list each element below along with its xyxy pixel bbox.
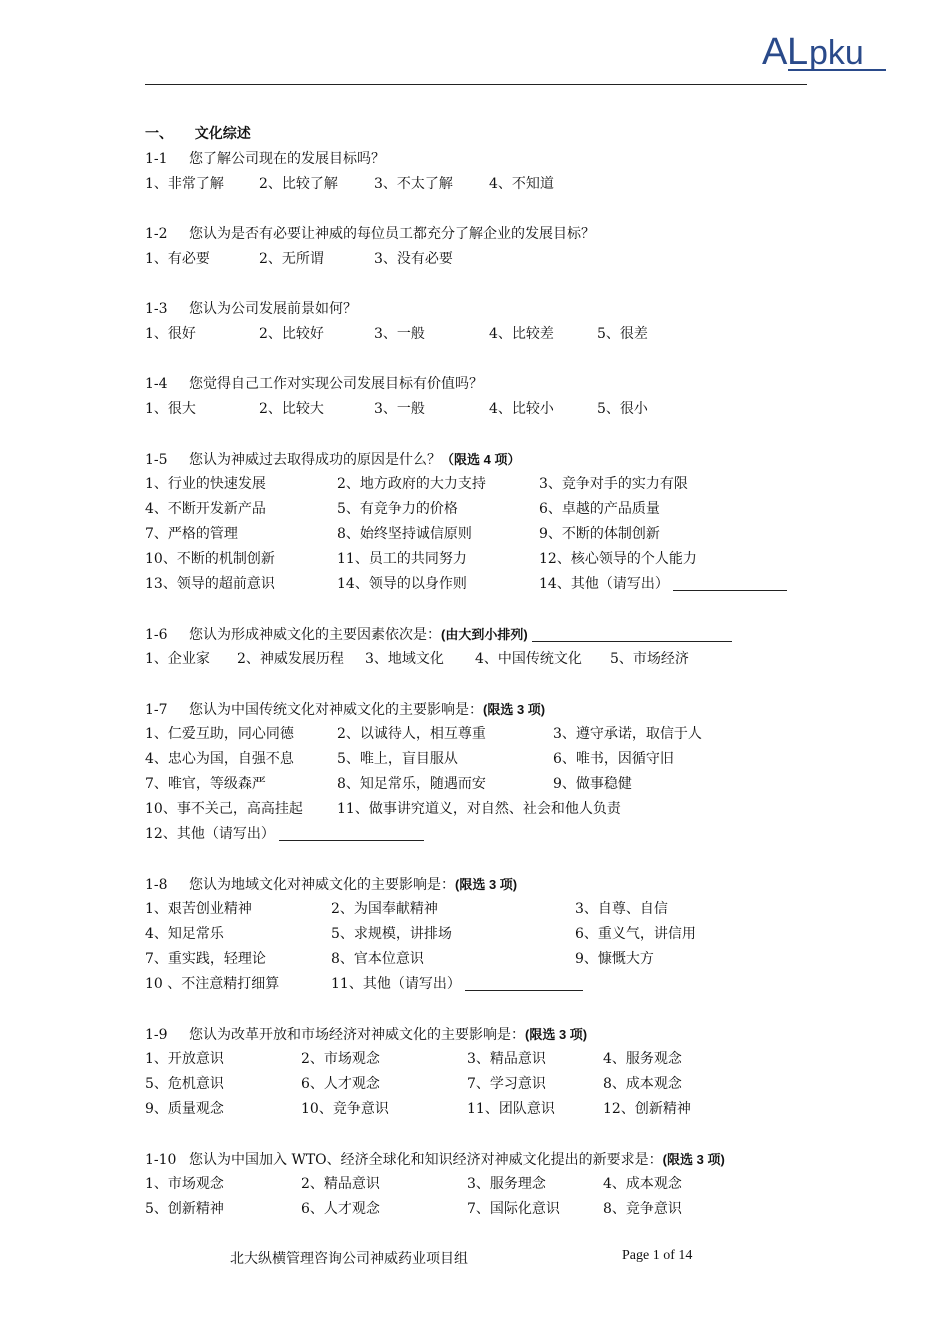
answer-option-label: 4、中国传统文化 [475,651,582,667]
answer-option[interactable] [539,547,697,572]
question-text: 您认为中国加入 WTO、经济全球化和知识经济对神威文化提出的新要求是： [189,1152,663,1168]
question-text: 您觉得自己工作对实现公司发展目标有价值吗？ [189,376,483,392]
answer-option-label: 12、其他（请写出） [145,826,275,842]
answer-option[interactable] [539,472,688,497]
answer-option-label: 7、重实践，轻理论 [145,951,266,967]
answer-option[interactable] [145,947,266,972]
answer-option-label: 8、知足常乐，随遇而安 [337,776,486,792]
header-rule [145,84,807,85]
question-number: 1-4 [145,376,168,392]
answer-option[interactable] [365,647,444,672]
answer-option[interactable] [475,647,582,672]
answer-option[interactable] [145,522,238,547]
option-row [145,322,825,347]
answer-option-label: 4、成本观念 [603,1176,682,1192]
option-row [145,172,825,197]
spacer [145,197,825,222]
question-number: 1-7 [145,702,168,718]
answer-option[interactable] [145,972,279,997]
question-text: 您了解公司现在的发展目标吗？ [189,151,385,167]
answer-option[interactable] [603,1047,682,1072]
write-in-blank[interactable] [673,574,787,591]
answer-option-label: 6、重义气，讲信用 [575,926,696,942]
answer-option[interactable] [237,647,344,672]
answer-option-label: 3、没有必要 [374,251,453,267]
option-row [145,972,825,997]
option-row [145,497,825,522]
answer-option[interactable] [145,647,210,672]
option-row [145,797,825,822]
section-title: 文化综述 [194,126,251,142]
svg-text:L: L [787,31,809,73]
answer-option[interactable] [467,1172,546,1197]
question-1-1 [145,147,825,172]
question-1-6 [145,622,825,647]
answer-option-label: 5、市场经济 [610,651,689,667]
question-text: 您认为形成神威文化的主要因素依次是： [189,627,441,643]
answer-option-label: 3、自尊、自信 [575,901,668,917]
answer-option[interactable] [374,397,425,422]
answer-option-label: 4、忠心为国，自强不息 [145,751,294,767]
answer-option-label: 12、创新精神 [603,1101,691,1117]
answer-option[interactable] [145,172,224,197]
answer-option-label: 8、官本位意识 [331,951,424,967]
answer-option[interactable] [145,472,266,497]
answer-option[interactable] [145,322,196,347]
answer-option[interactable] [145,572,275,597]
answer-option-label: 6、唯书，因循守旧 [553,751,674,767]
answer-option[interactable] [539,497,660,522]
question-1-4 [145,372,825,397]
question-number: 1-1 [145,151,168,167]
answer-option[interactable] [467,1197,560,1222]
answer-option[interactable] [145,822,424,847]
answer-option[interactable] [331,922,452,947]
question-text: 您认为中国传统文化对神威文化的主要影响是： [189,702,483,718]
option-row [145,1072,825,1097]
option-row [145,397,825,422]
question-text: 您认为地域文化对神威文化的主要影响是： [189,877,455,893]
answer-option[interactable] [331,972,583,997]
answer-option-label: 4、比较小 [489,401,554,417]
answer-option-label: 1、有必要 [145,251,210,267]
answer-option[interactable] [597,322,648,347]
answer-option-label: 3、遵守承诺，取信于人 [553,726,702,742]
answer-option[interactable] [337,572,467,597]
answer-option[interactable] [259,322,324,347]
question-note: （限选 4 项） [441,452,521,467]
answer-option[interactable] [337,747,458,772]
option-row [145,922,825,947]
answer-option[interactable] [301,1172,380,1197]
option-row [145,1197,825,1222]
answer-option-label: 12、核心领导的个人能力 [539,551,697,567]
answer-option-label: 5、求规模，讲排场 [331,926,452,942]
answer-option-label: 8、成本观念 [603,1076,682,1092]
option-row [145,822,825,847]
answer-option[interactable] [145,1097,224,1122]
answer-option[interactable] [331,947,424,972]
write-in-blank[interactable] [465,974,583,991]
answer-option-label: 10、不断的机制创新 [145,551,275,567]
answer-option-label: 7、国际化意识 [467,1201,560,1217]
answer-option-label: 2、精品意识 [301,1176,380,1192]
answer-option-label: 6、卓越的产品质量 [539,501,660,517]
answer-option[interactable] [301,1197,380,1222]
answer-option[interactable] [489,397,554,422]
spacer [145,672,825,697]
spacer [145,422,825,447]
answer-option-label: 9、不断的体制创新 [539,526,660,542]
question-text: 您认为公司发展前景如何？ [189,301,357,317]
question-note: (限选 3 项) [483,702,546,717]
answer-option[interactable] [553,747,674,772]
question-number: 1-8 [145,877,168,893]
write-in-blank[interactable] [279,824,424,841]
answer-option[interactable] [603,1072,682,1097]
question-note: (限选 3 项) [662,1152,725,1167]
answer-option-label: 11、做事讲究道义，对自然、社会和他人负责 [337,801,621,817]
answer-option[interactable] [259,172,338,197]
answer-option[interactable] [145,722,294,747]
spacer [145,997,825,1022]
answer-option-label: 2、比较了解 [259,176,338,192]
answer-option[interactable] [610,647,689,672]
section-heading [145,122,825,147]
question-text: 您认为神威过去取得成功的原因是什么？ [189,452,441,468]
answer-option-label: 7、学习意识 [467,1076,546,1092]
answer-option[interactable] [301,1097,389,1122]
answer-option-label: 7、严格的管理 [145,526,238,542]
answer-option[interactable] [553,772,632,797]
answer-option-label: 10 、不注意精打细算 [145,976,280,992]
answer-option-label: 14、其他（请写出） [539,576,669,592]
answer-option-label: 4、不断开发新产品 [145,501,266,517]
answer-option-label: 11、团队意识 [467,1101,555,1117]
answer-option-label: 6、人才观念 [301,1076,380,1092]
answer-option[interactable] [489,322,554,347]
answer-option[interactable] [467,1097,555,1122]
question-note: (限选 3 项) [455,877,518,892]
question-1-9 [145,1022,825,1047]
option-row [145,522,825,547]
answer-option-label: 1、艰苦创业精神 [145,901,252,917]
answer-option-label: 9、慷慨大方 [575,951,654,967]
answer-option[interactable] [575,947,654,972]
answer-option-label: 8、始终坚持诚信原则 [337,526,472,542]
page-number: Page 1 of 14 [622,1248,693,1263]
option-row [145,472,825,497]
question-1-2 [145,222,825,247]
answer-option-label: 4、不知道 [489,176,554,192]
answer-option-label: 3、不太了解 [374,176,453,192]
answer-option[interactable] [467,1047,546,1072]
spacer [145,597,825,622]
answer-option-label: 1、行业的快速发展 [145,476,266,492]
question-number: 1-5 [145,452,168,468]
answer-option-label: 5、危机意识 [145,1076,224,1092]
footer-org: 北大纵横管理咨询公司神威药业项目组 [230,1251,468,1267]
option-row [145,1047,825,1072]
answer-option[interactable] [337,472,486,497]
answer-option[interactable] [145,922,224,947]
answer-option[interactable] [145,1172,224,1197]
answer-option[interactable] [301,1072,380,1097]
answer-option-label: 2、市场观念 [301,1051,380,1067]
answer-option[interactable] [337,497,458,522]
answer-option-label: 5、很小 [597,401,648,417]
answer-option[interactable] [553,722,702,747]
option-row [145,722,825,747]
answer-option[interactable] [539,572,787,597]
spacer [145,1122,825,1147]
answer-option-label: 1、市场观念 [145,1176,224,1192]
option-row [145,772,825,797]
answer-option[interactable] [603,1172,682,1197]
answer-option-label: 4、服务观念 [603,1051,682,1067]
answer-option-label: 11、员工的共同努力 [337,551,467,567]
answer-option[interactable] [331,897,438,922]
answer-option[interactable] [145,397,196,422]
section-number: 一、 [145,126,173,142]
answer-option[interactable] [374,247,453,272]
answer-option-label: 7、唯官，等级森严 [145,776,266,792]
answer-option[interactable] [337,772,486,797]
answer-option-label: 14、领导的以身作则 [337,576,467,592]
answer-option-label: 9、质量观念 [145,1101,224,1117]
answer-option[interactable] [145,897,252,922]
answer-option[interactable] [467,1072,546,1097]
answer-option-label: 1、很好 [145,326,196,342]
answer-option-label: 2、以诚待人，相互尊重 [337,726,486,742]
answer-option-label: 11、其他（请写出） [331,976,461,992]
answer-option[interactable] [575,897,668,922]
answer-option[interactable] [145,1197,224,1222]
answer-option[interactable] [539,522,660,547]
answer-option[interactable] [259,397,324,422]
answer-option[interactable] [145,1072,224,1097]
answer-option-label: 13、领导的超前意识 [145,576,275,592]
answer-option[interactable] [145,1047,224,1072]
answer-option-label: 10、事不关己，高高挂起 [145,801,303,817]
answer-option-label: 1、开放意识 [145,1051,224,1067]
answer-option[interactable] [603,1197,682,1222]
spacer [145,847,825,872]
answer-option[interactable] [337,547,467,572]
answer-option[interactable] [374,172,453,197]
question-number: 1-9 [145,1027,168,1043]
questionnaire-body [145,122,825,1222]
option-row [145,947,825,972]
answer-option-label: 2、地方政府的大力支持 [337,476,486,492]
answer-option-label: 3、精品意识 [467,1051,546,1067]
answer-option-label: 5、唯上，盲目服从 [337,751,458,767]
answer-option-label: 1、仁爱互助，同心同德 [145,726,294,742]
option-row [145,897,825,922]
question-note: (限选 3 项) [525,1027,588,1042]
answer-option-label: 2、无所谓 [259,251,324,267]
answer-option-label: 3、一般 [374,401,425,417]
answer-option[interactable] [145,547,275,572]
question-1-3 [145,297,825,322]
answer-option-label: 6、人才观念 [301,1201,380,1217]
answer-blank[interactable] [532,625,732,642]
answer-option-label: 4、知足常乐 [145,926,224,942]
answer-option[interactable] [337,522,472,547]
answer-option-label: 2、比较大 [259,401,324,417]
question-number: 1-6 [145,627,168,643]
option-row [145,647,825,672]
answer-option[interactable] [145,247,210,272]
answer-option-label: 2、为国奉献精神 [331,901,438,917]
answer-option[interactable] [145,772,266,797]
option-row [145,547,825,572]
option-row [145,1172,825,1197]
option-row [145,247,825,272]
answer-option-label: 9、做事稳健 [553,776,632,792]
option-row [145,1097,825,1122]
answer-option[interactable] [301,1047,380,1072]
answer-option-label: 3、服务理念 [467,1176,546,1192]
answer-option-label: 1、非常了解 [145,176,224,192]
question-1-10 [145,1147,825,1172]
answer-option-label: 3、地域文化 [365,651,444,667]
question-note: (由大到小排列) [441,627,528,642]
answer-option-label: 4、比较差 [489,326,554,342]
answer-option-label: 3、竞争对手的实力有限 [539,476,688,492]
answer-option[interactable] [145,797,303,822]
spacer [145,272,825,297]
question-text: 您认为是否有必要让神威的每位员工都充分了解企业的发展目标？ [189,226,595,242]
svg-text:A: A [762,31,787,73]
answer-option-label: 1、很大 [145,401,196,417]
question-text: 您认为改革开放和市场经济对神威文化的主要影响是： [189,1027,525,1043]
answer-option[interactable] [374,322,425,347]
question-number: 1-10 [145,1152,177,1168]
answer-option-label: 5、创新精神 [145,1201,224,1217]
answer-option-label: 2、比较好 [259,326,324,342]
answer-option[interactable] [575,922,696,947]
question-1-8 [145,872,825,897]
answer-option-label: 1、企业家 [145,651,210,667]
spacer [145,347,825,372]
answer-option[interactable] [337,722,486,747]
option-row [145,572,825,597]
svg-text:pku: pku [809,34,864,72]
answer-option[interactable] [337,797,621,822]
question-number: 1-2 [145,226,168,242]
answer-option[interactable] [603,1097,691,1122]
question-1-5 [145,447,825,472]
answer-option-label: 10、竞争意识 [301,1101,389,1117]
alpku-logo [760,30,890,76]
answer-option[interactable] [489,172,554,197]
answer-option[interactable] [145,497,266,522]
answer-option[interactable] [259,247,324,272]
answer-option[interactable] [145,747,294,772]
question-number: 1-3 [145,301,168,317]
answer-option-label: 8、竞争意识 [603,1201,682,1217]
answer-option[interactable] [597,397,648,422]
answer-option-label: 5、很差 [597,326,648,342]
question-1-7 [145,697,825,722]
answer-option-label: 5、有竞争力的价格 [337,501,458,517]
option-row [145,747,825,772]
answer-option-label: 2、神威发展历程 [237,651,344,667]
answer-option-label: 3、一般 [374,326,425,342]
